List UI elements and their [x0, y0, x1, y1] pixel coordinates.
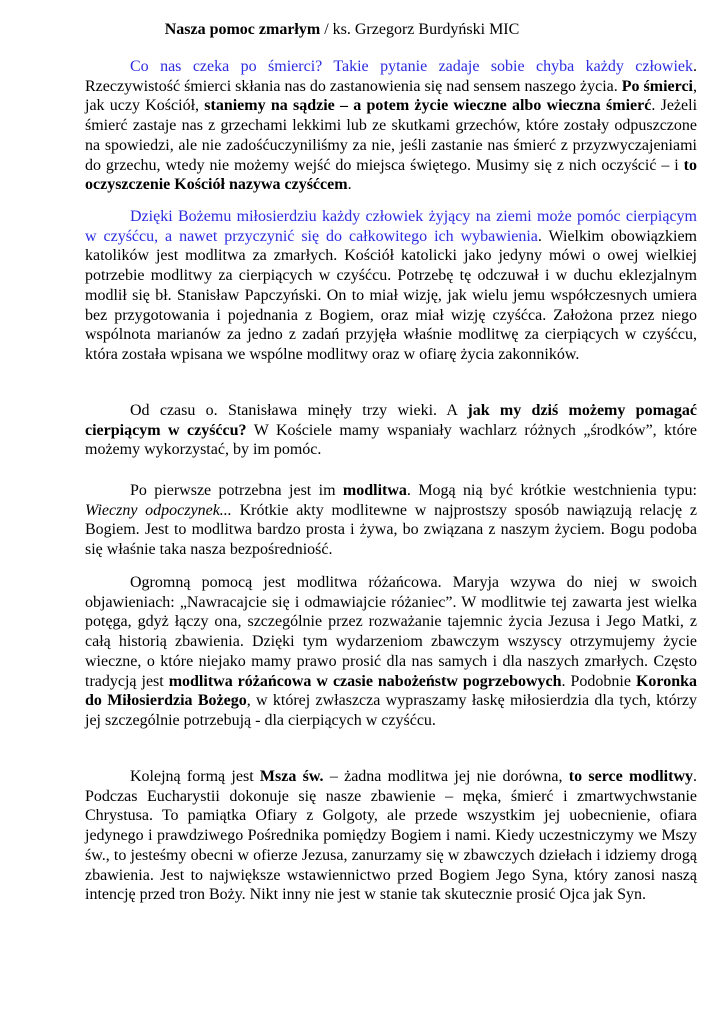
text-segment-bold: jak my dziś możemy pomagać cierpiącym w czyśćcu? — [85, 402, 697, 439]
text-segment-bold: staniemy na sądzie – a potem życie wieczne albo wieczna śmierć — [204, 97, 652, 115]
text-segment-bold: Po śmierci — [621, 77, 694, 95]
title-author: / ks. Grzegorz Burdyński MIC — [320, 21, 520, 38]
paragraph-intro — [85, 57, 697, 195]
text-segment-normal: Po pierwsze potrzebna jest im — [130, 482, 343, 499]
paragraph-prayer — [85, 481, 697, 560]
text-segment-bold: Msza św. — [259, 768, 324, 785]
text-segment-normal: . Podczas Eucharystii dokonuje się nasze zbawienie – męka, śmierć i zmartwychwstanie Chrystusa. To pamiątka Ofiary z Golgoty, ale przede wszystkim jej uobecnienie, ofiara jedynego i prawdziwego Pośrednika pomiędzy Bogiem i nami. Kiedy uczestniczymy we Mszy św., to jesteśmy obecni w ofierze Jezusa, zanurzamy się w zbawczych dziełach i idziemy drogą zbawienia. Jest to największe wstawiennictwo przed Bogiem Jego Syna, który zanosi naszą intencję przed tron Boży. Nikt inny nie jest w stanie tak skutecznie prosić Ojca jak Syn. — [85, 768, 697, 904]
paragraph-mass — [85, 767, 697, 905]
text-segment-bold: to serce modlitwy — [568, 768, 693, 785]
text-segment-italic: Wieczny odpoczynek... — [85, 501, 232, 519]
text-segment-normal: , jak uczy Kościół, — [85, 77, 698, 115]
text-segment-normal: . Wielkim obowiązkiem katolików jest modlitwa za zmarłych. Kościół katolicki jako jedyny mówi o owej wielkiej potrzebie modlitwy za cierpiących w czyśćcu. Potrzebę tę odczuwał i w duchu eklezjalnym modlił się bł. Stanisław Papczyński. On to miał wizję, jak wielu jemu współczesnych umiera bez przygotowania i pojednania z Bogiem, oraz miał wizję czyśćca. Założona przez niego wspólnota marianów za jedno z zadań przyjęła właśnie modlitwę za cierpiących w czyśćcu, która została wpisana we wspólne modlitwy oraz w ofiarę życia zakonników. — [85, 227, 698, 363]
text-segment-normal: . Mogą nią być krótkie westchnienia typu: — [406, 482, 697, 499]
document-title — [0, 20, 724, 40]
text-segment-bold: modlitwa różańcowa w czasie nabożeństw pogrzebowych — [168, 672, 562, 690]
paragraph-question — [85, 401, 697, 460]
text-segment-normal: . — [347, 176, 352, 194]
text-segment-normal: . Podobnie — [561, 672, 636, 690]
text-segment-normal: . Jeżeli śmierć zastaje nas z grzechami lekkimi lub ze skutkami grzechów, które zostały odpuszczone na spowiedzi, ale nie zadośćuczyniliśmy za nie, jeśli zastanie nas śmierć z przyzwyczajeniami do grzechu, wtedy nie możemy wejść do miejsca świętego. Musimy się z nich oczyścić – i — [85, 97, 698, 174]
text-segment-normal: Kolejną formą jest — [130, 768, 260, 785]
text-segment-bold: to oczyszczenie Kościół nazywa czyśćcem — [85, 156, 697, 194]
text-segment-blue: Dzięki Bożemu miłosierdziu każdy człowiek żyjący na ziemi może pomóc cierpiącym w czyśćcu, a nawet przyczynić się do całkowitego ich wybawienia — [85, 208, 697, 245]
text-segment-normal: Od czasu o. Stanisława minęły trzy wieki. A — [130, 402, 468, 419]
text-segment-bold: modlitwa — [342, 482, 407, 499]
title-main: Nasza pomoc zmarłym — [164, 21, 321, 38]
text-segment-normal: Krótkie akty modlitewne w najprostszy sposób nawiązują relację z Bogiem. Jest to modlitwa bardzo prosta i żywa, bo związana z naszym życiem. Bogu podoba się właśnie taka nasza bezpośredniość. — [85, 501, 697, 559]
text-segment-normal: – żadna modlitwa jej nie dorówna, — [323, 768, 569, 785]
paragraph-rosary — [85, 573, 697, 731]
text-segment-bold: Koronka do Miłosierdzia Bożego — [85, 672, 698, 710]
text-segment-normal: Ogromną pomocą jest modlitwa różańcowa. Maryja wzywa do niej w swoich objawieniach: „Nawracajcie się i odmawiajcie różaniec”. W modlitwie tej zawarta jest wielka potęga, gdyż łączy ona, szczególnie przez rozważanie tajemnic życia Jezusa i Jego Matki, z całą historią zbawienia. Dzięki tym wydarzeniom zbawczym wszyscy otrzymujemy życie wieczne, o które niejako mamy prawo prosić dla nas samych i dla naszych zmarłych. Często tradycją jest — [85, 574, 697, 690]
paragraph-mercy — [85, 207, 697, 365]
text-segment-blue: Co nas czeka po śmierci? Takie pytanie zadaje sobie chyba każdy człowiek — [130, 58, 693, 75]
text-segment-normal: . Rzeczywistość śmierci skłania nas do zastanowienia się nad sensem naszego życia. — [85, 58, 697, 95]
text-segment-normal: , w której zwłaszcza wypraszamy łaskę miłosierdzia dla tych, którzy jej szczególnie potrzebują - dla cierpiących w czyśćcu. — [85, 692, 698, 729]
text-segment-normal: W Kościele mamy wspaniały wachlarz różnych „środków”, które możemy wykorzystać, by im pomóc. — [85, 421, 698, 459]
